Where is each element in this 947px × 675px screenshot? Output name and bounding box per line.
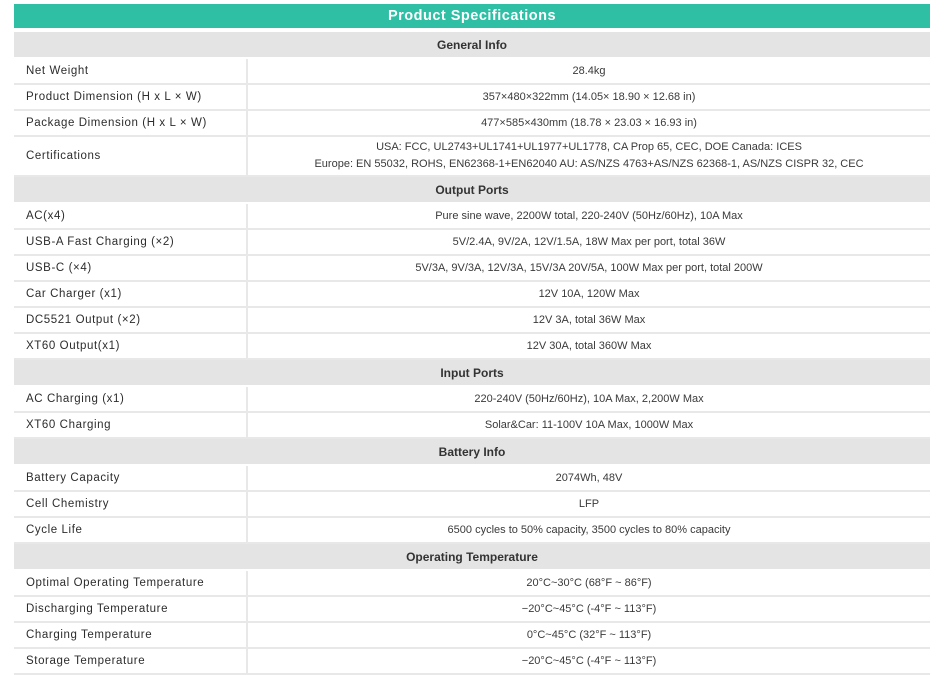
- spec-label: Storage Temperature: [14, 649, 248, 675]
- spec-value-line: −20°C~45°C (-4°F ~ 113°F): [521, 602, 657, 615]
- spec-row: [14, 256, 930, 282]
- spec-value-line: 28.4kg: [572, 64, 606, 77]
- spec-value: [248, 59, 930, 85]
- spec-value: [248, 308, 930, 334]
- spec-value-line: 5V/3A, 9V/3A, 12V/3A, 15V/3A 20V/5A, 100W Max per port, total 200W: [415, 261, 763, 274]
- spec-value-line: 20°C~30°C (68°F ~ 86°F): [526, 576, 652, 589]
- spec-value: [248, 204, 930, 230]
- section-header: [14, 439, 930, 466]
- spec-value-line: LFP: [578, 497, 600, 510]
- spec-value: [248, 256, 930, 282]
- spec-row: [14, 282, 930, 308]
- spec-value: [248, 111, 930, 137]
- spec-row: [14, 137, 930, 177]
- spec-label: Discharging Temperature: [14, 597, 248, 623]
- spec-label: USB-A Fast Charging (×2): [14, 230, 248, 256]
- spec-value-line: −20°C~45°C (-4°F ~ 113°F): [521, 654, 657, 667]
- section-header: [14, 544, 930, 571]
- spec-title: Product Specifications: [14, 4, 930, 28]
- spec-value-line: 12V 3A, total 36W Max: [532, 313, 646, 326]
- section-header: [14, 32, 930, 59]
- spec-value: [248, 492, 930, 518]
- spec-label: Package Dimension (H x L × W): [14, 111, 248, 137]
- spec-row: [14, 334, 930, 360]
- spec-value-line: Europe: EN 55032, ROHS, EN62368-1+EN62040 AU: AS/NZS 4763+AS/NZS 62368-1, AS/NZS CISPR 32, CEC: [314, 158, 864, 170]
- spec-value-line: Pure sine wave, 2200W total, 220-240V (50Hz/60Hz), 10A Max: [435, 209, 743, 222]
- spec-value-line: 477×585×430mm (18.78 × 23.03 × 16.93 in): [481, 116, 697, 129]
- section-header: [14, 360, 930, 387]
- spec-label: AC Charging (x1): [14, 387, 248, 413]
- spec-value: [248, 518, 930, 544]
- spec-label: Certifications: [14, 137, 248, 177]
- spec-label: DC5521 Output (×2): [14, 308, 248, 334]
- spec-row: [14, 571, 930, 597]
- spec-value: [248, 282, 930, 308]
- spec-row: [14, 387, 930, 413]
- spec-value: [248, 597, 930, 623]
- spec-row: [14, 59, 930, 85]
- spec-value: [248, 623, 930, 649]
- spec-value-line: 357×480×322mm (14.05× 18.90 × 12.68 in): [482, 90, 696, 103]
- spec-label: Charging Temperature: [14, 623, 248, 649]
- spec-label: Product Dimension (H x L × W): [14, 85, 248, 111]
- spec-label: Car Charger (x1): [14, 282, 248, 308]
- spec-value: [248, 85, 930, 111]
- section-heading: Operating Temperature: [14, 544, 930, 571]
- spec-row: [14, 518, 930, 544]
- spec-row: [14, 466, 930, 492]
- spec-row: [14, 308, 930, 334]
- section-heading: Input Ports: [14, 360, 930, 387]
- spec-value-line: 12V 10A, 120W Max: [538, 287, 640, 300]
- spec-row: [14, 85, 930, 111]
- spec-value-line: Solar&Car: 11-100V 10A Max, 1000W Max: [484, 418, 694, 431]
- section-header: [14, 177, 930, 204]
- spec-value: [248, 334, 930, 360]
- spec-sheet: [14, 4, 930, 675]
- spec-row: [14, 413, 930, 439]
- spec-value-line: 6500 cycles to 50% capacity, 3500 cycles to 80% capacity: [447, 523, 731, 536]
- section-heading: Output Ports: [14, 177, 930, 204]
- spec-row: [14, 204, 930, 230]
- spec-label: Cell Chemistry: [14, 492, 248, 518]
- spec-label: Optimal Operating Temperature: [14, 571, 248, 597]
- spec-label: Battery Capacity: [14, 466, 248, 492]
- spec-row: [14, 230, 930, 256]
- spec-label: USB-C (×4): [14, 256, 248, 282]
- spec-table-body: [14, 32, 930, 675]
- spec-label: AC(x4): [14, 204, 248, 230]
- spec-value-line: 220-240V (50Hz/60Hz), 10A Max, 2,200W Max: [474, 392, 704, 405]
- spec-value: [248, 466, 930, 492]
- spec-row: [14, 492, 930, 518]
- spec-value-line: 0°C~45°C (32°F ~ 113°F): [526, 628, 652, 641]
- section-heading: General Info: [14, 32, 930, 59]
- spec-value-line: 5V/2.4A, 9V/2A, 12V/1.5A, 18W Max per port, total 36W: [452, 235, 726, 248]
- section-heading: Battery Info: [14, 439, 930, 466]
- spec-value: [248, 413, 930, 439]
- spec-value: [248, 387, 930, 413]
- spec-value-line: USA: FCC, UL2743+UL1741+UL1977+UL1778, CA Prop 65, CEC, DOE Canada: ICES: [376, 141, 802, 153]
- spec-label: XT60 Output(x1): [14, 334, 248, 360]
- spec-value-line: 12V 30A, total 360W Max: [526, 339, 652, 352]
- spec-row: [14, 623, 930, 649]
- spec-label: Net Weight: [14, 59, 248, 85]
- spec-table: [14, 32, 930, 675]
- spec-value: [248, 230, 930, 256]
- spec-value: [248, 571, 930, 597]
- spec-value: [248, 649, 930, 675]
- spec-row: [14, 111, 930, 137]
- spec-row: [14, 649, 930, 675]
- spec-row: [14, 597, 930, 623]
- spec-value-line: 2074Wh, 48V: [555, 471, 623, 484]
- spec-label: Cycle Life: [14, 518, 248, 544]
- spec-label: XT60 Charging: [14, 413, 248, 439]
- spec-value: [248, 137, 930, 177]
